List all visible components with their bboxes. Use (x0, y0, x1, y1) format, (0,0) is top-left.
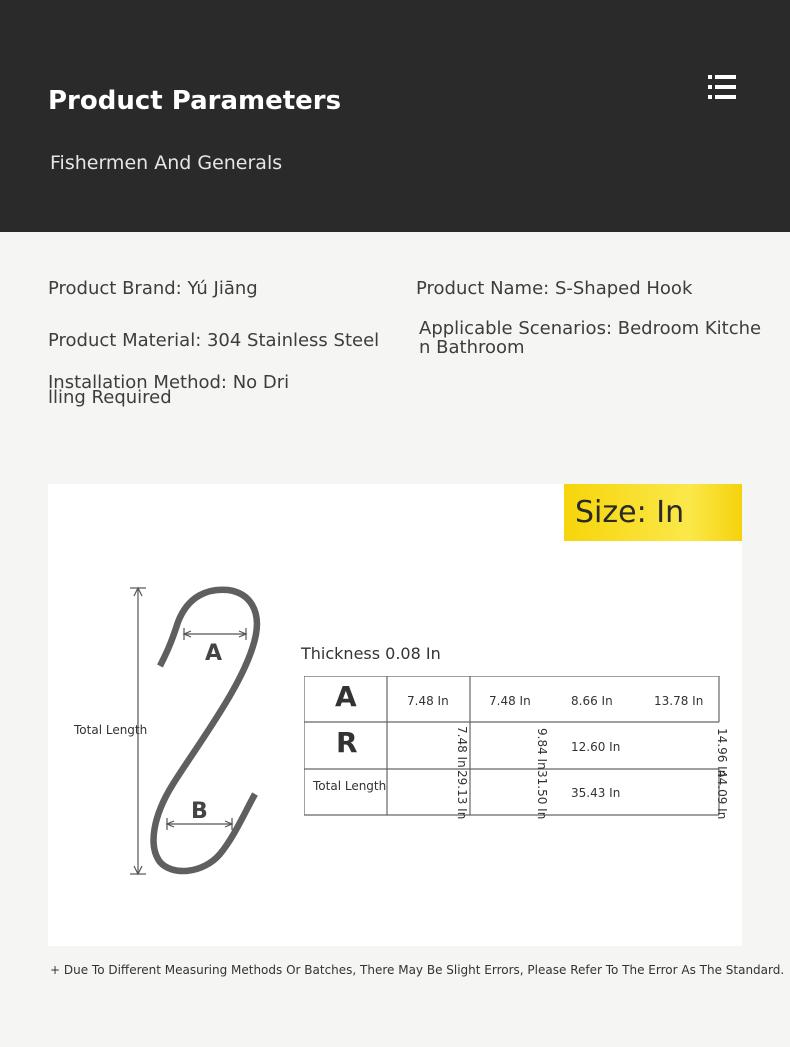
row-b-header: R (336, 726, 358, 759)
installation-method-line1: Installation Method: No Dri (48, 372, 290, 393)
row-a-col3: 8.66 In (571, 694, 613, 708)
row-total-header: Total Length (313, 779, 387, 793)
row-b-col1: 7.48 In (455, 726, 469, 768)
row-a-col4: 13.78 In (654, 694, 704, 708)
applicable-scenarios-line1: Applicable Scenarios: Bedroom Kitche (419, 318, 762, 339)
row-a-header: A (335, 680, 357, 713)
row-total-col3: 35.43 In (571, 786, 621, 800)
page-title: Product Parameters (48, 86, 342, 116)
product-material: Product Material: 304 Stainless Steel (48, 330, 380, 351)
row-total-col2: 31.50 In (535, 770, 549, 820)
dimension-b-label: B (191, 799, 208, 824)
row-b-col4: 14.96 In (715, 728, 729, 778)
row-b-col3: 12.60 In (571, 740, 621, 754)
list-menu-icon[interactable] (708, 74, 736, 100)
product-brand: Product Brand: Yú Jiāng (48, 278, 258, 299)
size-table (304, 676, 729, 820)
row-a-col1: 7.48 In (407, 694, 449, 708)
page-subtitle: Fishermen And Generals (50, 152, 283, 174)
applicable-scenarios-line2: n Bathroom (419, 337, 525, 358)
header-banner (0, 0, 790, 232)
product-name: Product Name: S-Shaped Hook (416, 278, 693, 299)
row-total-col4: 44.09 In (715, 770, 729, 820)
measurement-footnote: + Due To Different Measuring Methods Or Batches, There May Be Slight Errors, Please Refer To The Error As The Standard. (50, 963, 785, 977)
row-b-col2: 9.84 In (535, 728, 549, 770)
dimension-a-line (184, 628, 246, 640)
dimension-a-label: A (205, 641, 223, 666)
installation-method-line2: lling Required (48, 387, 172, 408)
size-diagram-card (48, 484, 742, 946)
thickness-label: Thickness 0.08 In (301, 644, 441, 663)
row-a-col2: 7.48 In (489, 694, 531, 708)
row-total-col1: 29.13 In (455, 770, 469, 820)
total-length-label: Total Length (74, 723, 148, 737)
size-unit-badge: Size: In (564, 484, 742, 541)
